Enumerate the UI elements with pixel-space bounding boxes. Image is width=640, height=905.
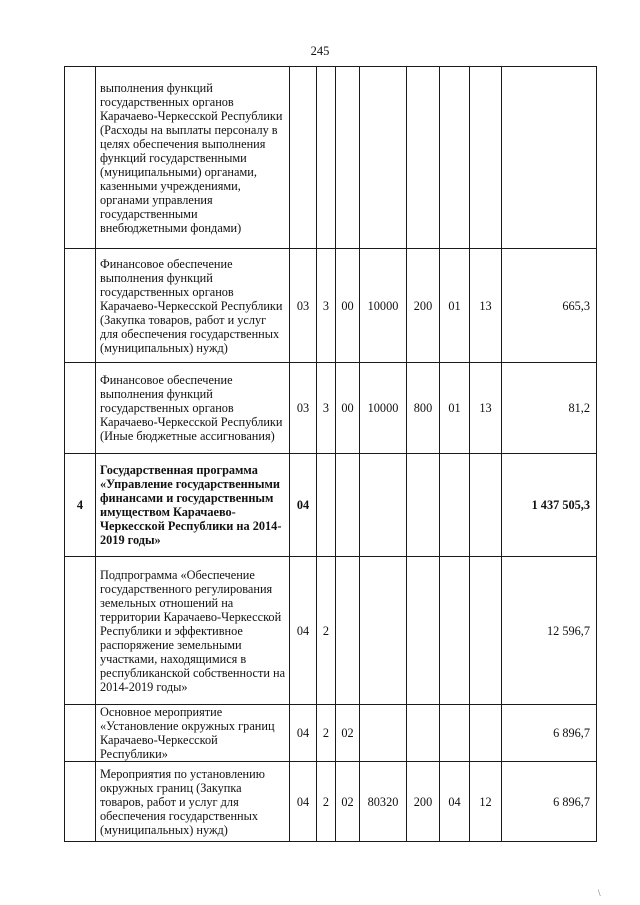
cell-c2: 2 — [317, 557, 336, 705]
table-row — [65, 557, 597, 705]
cell-c5 — [407, 454, 440, 557]
cell-c3: 02 — [336, 705, 360, 762]
cell-num: 4 — [65, 454, 96, 557]
cell-c5 — [407, 705, 440, 762]
cell-c3 — [336, 67, 360, 249]
cell-c1: 04 — [290, 557, 317, 705]
cell-c7 — [470, 705, 502, 762]
cell-c2: 3 — [317, 249, 336, 363]
cell-num — [65, 67, 96, 249]
cell-c5: 800 — [407, 363, 440, 454]
cell-num — [65, 762, 96, 842]
cell-c5: 200 — [407, 762, 440, 842]
cell-c1: 04 — [290, 705, 317, 762]
cell-c4: 80320 — [360, 762, 407, 842]
cell-c7: 13 — [470, 249, 502, 363]
cell-c2 — [317, 454, 336, 557]
table-row — [65, 762, 597, 842]
table-row — [65, 454, 597, 557]
cell-c3 — [336, 454, 360, 557]
cell-c3: 00 — [336, 363, 360, 454]
cell-c7: 12 — [470, 762, 502, 842]
cell-name: выполнения функций государственных органов Карачаево-Черкесской Республики (Расходы на выплаты персоналу в целях обеспечения выполнения функций государственными (муниципальными) органами, казенными учреждениями, органами управления государственными внебюджетными фондами) — [96, 67, 290, 249]
cell-amount: 12 596,7 — [502, 557, 597, 705]
cell-c2: 2 — [317, 705, 336, 762]
cell-c3: 00 — [336, 249, 360, 363]
page-number: 245 — [310, 44, 330, 58]
cell-num — [65, 557, 96, 705]
cell-name: Финансовое обеспечение выполнения функций государственных органов Карачаево-Черкесской Республики (Иные бюджетные ассигнования) — [96, 363, 290, 454]
cell-c7 — [470, 67, 502, 249]
table-row — [65, 249, 597, 363]
cell-c7 — [470, 557, 502, 705]
cell-num — [65, 705, 96, 762]
cell-amount — [502, 67, 597, 249]
cell-name: Финансовое обеспечение выполнения функций государственных органов Карачаево-Черкесской Республики (Закупка товаров, работ и услуг для обеспечения государственных (муниципальных) нужд) — [96, 249, 290, 363]
cell-c1: 04 — [290, 454, 317, 557]
cell-name: Подпрограмма «Обеспечение государственного регулирования земельных отношений на территории Карачаево-Черкесской Республики и эффективное распоряжение земельными участками, находящимися в республиканской собственности на 2014-2019 годы» — [96, 557, 290, 705]
cell-c1: 03 — [290, 249, 317, 363]
cell-amount: 1 437 505,3 — [502, 454, 597, 557]
cell-c1: 03 — [290, 363, 317, 454]
cell-name: Государственная программа «Управление государственными финансами и государственным имуществом Карачаево-Черкесской Республики на 2014-2019 годы» — [96, 454, 290, 557]
table-row — [65, 363, 597, 454]
cell-c6 — [440, 454, 470, 557]
cell-amount: 81,2 — [502, 363, 597, 454]
cell-c6: 01 — [440, 249, 470, 363]
cell-c5 — [407, 557, 440, 705]
cell-num — [65, 249, 96, 363]
cell-c4: 10000 — [360, 363, 407, 454]
cell-name: Основное мероприятие «Установление окружных границ Карачаево-Черкесской Республики» — [96, 705, 290, 762]
budget-table — [64, 66, 597, 842]
cell-c6: 01 — [440, 363, 470, 454]
corner-mark: \ — [598, 888, 601, 898]
cell-c2 — [317, 67, 336, 249]
cell-c6 — [440, 67, 470, 249]
cell-c1: 04 — [290, 762, 317, 842]
cell-c4 — [360, 67, 407, 249]
cell-c4: 10000 — [360, 249, 407, 363]
cell-c5 — [407, 67, 440, 249]
cell-c2: 2 — [317, 762, 336, 842]
cell-c6 — [440, 705, 470, 762]
cell-c2: 3 — [317, 363, 336, 454]
table-row — [65, 67, 597, 249]
cell-amount: 6 896,7 — [502, 762, 597, 842]
cell-name: Мероприятия по установлению окружных границ (Закупка товаров, работ и услуг для обеспечения государственных (муниципальных) нужд) — [96, 762, 290, 842]
cell-c6: 04 — [440, 762, 470, 842]
cell-c7: 13 — [470, 363, 502, 454]
table-row — [65, 705, 597, 762]
cell-c4 — [360, 454, 407, 557]
cell-c5: 200 — [407, 249, 440, 363]
cell-c4 — [360, 557, 407, 705]
cell-amount: 6 896,7 — [502, 705, 597, 762]
cell-c7 — [470, 454, 502, 557]
cell-c6 — [440, 557, 470, 705]
cell-c1 — [290, 67, 317, 249]
cell-c4 — [360, 705, 407, 762]
cell-amount: 665,3 — [502, 249, 597, 363]
cell-c3 — [336, 557, 360, 705]
cell-num — [65, 363, 96, 454]
cell-c3: 02 — [336, 762, 360, 842]
